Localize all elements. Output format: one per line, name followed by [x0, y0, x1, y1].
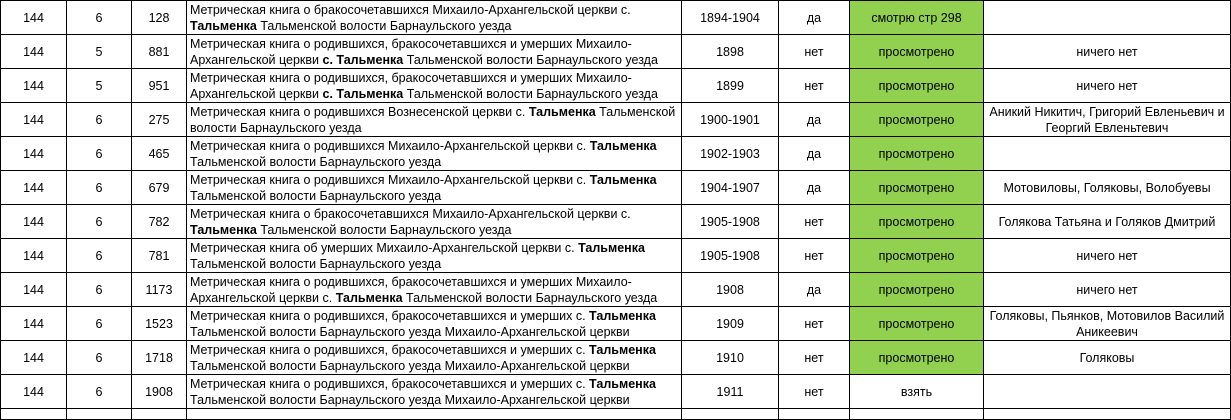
note-cell[interactable]: ничего нет	[984, 35, 1231, 69]
status-cell[interactable]: просмотрено	[850, 239, 984, 273]
title-text: Метрическая книга о родившихся Михаило-Архангельской церкви с.	[190, 138, 590, 153]
title-text: Метрическая книга об умерших Михаило-Архангельской церкви с.	[190, 240, 579, 255]
village-name: Тальменка	[589, 172, 657, 187]
note-cell[interactable]: ничего нет	[984, 273, 1231, 307]
village-name: Тальменка	[589, 308, 656, 323]
availability-cell[interactable]: нет	[779, 307, 850, 341]
fond-cell[interactable]: 144	[1, 239, 67, 273]
availability-cell[interactable]: да	[779, 103, 850, 137]
opis-cell[interactable]: 6	[67, 239, 132, 273]
village-name: Тальменка	[578, 240, 645, 255]
status-cell[interactable]: просмотрено	[850, 103, 984, 137]
fond-cell[interactable]: 144	[1, 1, 67, 35]
village-name: Тальменка	[335, 290, 403, 305]
years-cell[interactable]: 1899	[682, 69, 779, 103]
availability-cell[interactable]: нет	[779, 205, 850, 239]
opis-cell[interactable]: 6	[67, 273, 132, 307]
title-text: Метрическая книга о родившихся, бракосочетавшихся и умерших с.	[190, 376, 590, 391]
years-cell[interactable]: 1902-1903	[682, 137, 779, 171]
village-name: Тальменка	[589, 342, 656, 357]
fond-cell[interactable]: 144	[1, 137, 67, 171]
status-cell[interactable]: просмотрено	[850, 307, 984, 341]
fond-cell[interactable]: 144	[1, 375, 67, 409]
availability-cell[interactable]: да	[779, 171, 850, 205]
village-name: Тальменка	[190, 18, 257, 33]
title-cell[interactable]	[187, 137, 682, 171]
title-text: Метрическая книга о родившихся Михаило-Архангельской церкви с.	[190, 172, 590, 187]
fond-cell[interactable]: 144	[1, 35, 67, 69]
fond-cell[interactable]: 144	[1, 171, 67, 205]
table-row	[1, 137, 1231, 171]
availability-cell[interactable]: нет	[779, 341, 850, 375]
delo-cell[interactable]: 782	[132, 205, 187, 239]
title-text-tail: Тальменской волости Барнаульского уезда Михаило-Архангельской церкви	[190, 358, 630, 373]
title-text-tail: Тальменской волости Барнаульского уезда	[256, 222, 512, 237]
opis-cell[interactable]: 6	[67, 375, 132, 409]
delo-cell[interactable]: 951	[132, 69, 187, 103]
empty-cell[interactable]	[187, 409, 682, 420]
table-row	[1, 307, 1231, 341]
title-cell[interactable]	[187, 239, 682, 273]
status-cell[interactable]: просмотрено	[850, 69, 984, 103]
opis-cell[interactable]: 5	[67, 69, 132, 103]
title-text: Метрическая книга о родившихся, бракосочетавшихся и умерших Михаило-Архангельской церкви	[190, 70, 632, 101]
title-text-tail: Тальменской волости Барнаульского уезда	[256, 18, 512, 33]
table-row	[1, 69, 1231, 103]
village-name: Тальменка	[589, 376, 656, 391]
years-cell[interactable]: 1900-1901	[682, 103, 779, 137]
village-name: Тальменка	[528, 104, 596, 119]
opis-cell[interactable]: 6	[67, 137, 132, 171]
village-name: Тальменка	[190, 222, 257, 237]
availability-cell[interactable]: да	[779, 137, 850, 171]
years-cell[interactable]: 1904-1907	[682, 171, 779, 205]
title-text: Метрическая книга о бракосочетавшихся Михаило-Архангельской церкви с.	[190, 2, 631, 17]
availability-cell[interactable]: да	[779, 273, 850, 307]
fond-cell[interactable]: 144	[1, 103, 67, 137]
table-row-partial	[1, 409, 1231, 420]
fond-cell[interactable]: 144	[1, 205, 67, 239]
note-cell[interactable]: ничего нет	[984, 239, 1231, 273]
title-text: Метрическая книга о родившихся, бракосочетавшихся и умерших с.	[190, 342, 590, 357]
table-row	[1, 375, 1231, 409]
fond-cell[interactable]: 144	[1, 69, 67, 103]
empty-cell[interactable]	[779, 409, 850, 420]
title-cell[interactable]	[187, 69, 682, 103]
note-cell[interactable]: Аникий Никитич, Григорий Евленьевич и Георгий Евленьтевич	[984, 103, 1231, 137]
table-row	[1, 341, 1231, 375]
title-cell[interactable]	[187, 171, 682, 205]
note-cell[interactable]: Голяковы	[984, 341, 1231, 375]
delo-cell[interactable]: 881	[132, 35, 187, 69]
title-cell[interactable]	[187, 205, 682, 239]
title-cell[interactable]	[187, 341, 682, 375]
empty-cell[interactable]	[132, 409, 187, 420]
title-text-tail: Тальменской волости Барнаульского уезда	[403, 86, 658, 101]
status-cell[interactable]: взять	[850, 375, 984, 409]
availability-cell[interactable]: нет	[779, 69, 850, 103]
delo-cell[interactable]: 1908	[132, 375, 187, 409]
title-text-tail: Тальменской волости Барнаульского уезда	[402, 290, 658, 305]
title-text-tail: Тальменской волости Барнаульского уезда Михаило-Архангельской церкви	[190, 392, 630, 407]
empty-cell[interactable]	[67, 409, 132, 420]
note-cell[interactable]: ничего нет	[984, 69, 1231, 103]
table-row	[1, 171, 1231, 205]
status-cell[interactable]: просмотрено	[850, 171, 984, 205]
status-cell[interactable]: просмотрено	[850, 137, 984, 171]
years-cell[interactable]: 1898	[682, 35, 779, 69]
title-text-tail: Тальменской волости Барнаульского уезда	[190, 188, 442, 203]
title-cell[interactable]	[187, 307, 682, 341]
note-cell[interactable]: Мотовиловы, Голяковы, Волобуевы	[984, 171, 1231, 205]
title-text-tail: Тальменской волости Барнаульского уезда	[190, 256, 442, 271]
years-cell[interactable]: 1905-1908	[682, 205, 779, 239]
note-cell[interactable]	[984, 375, 1231, 409]
title-cell[interactable]	[187, 1, 682, 35]
years-cell[interactable]: 1905-1908	[682, 239, 779, 273]
opis-cell[interactable]: 5	[67, 35, 132, 69]
title-text-tail: Тальменской волости Барнаульского уезда	[190, 104, 676, 135]
delo-cell[interactable]: 275	[132, 103, 187, 137]
delo-cell[interactable]: 1173	[132, 273, 187, 307]
title-text-tail: Тальменской волости Барнаульского уезда	[190, 154, 442, 169]
years-cell[interactable]: 1909	[682, 307, 779, 341]
delo-cell[interactable]: 1523	[132, 307, 187, 341]
empty-cell[interactable]	[984, 409, 1231, 420]
status-cell[interactable]: просмотрено	[850, 273, 984, 307]
opis-cell[interactable]: 6	[67, 341, 132, 375]
table-row	[1, 1, 1231, 35]
table-row	[1, 205, 1231, 239]
empty-cell[interactable]	[1, 409, 67, 420]
delo-cell[interactable]: 465	[132, 137, 187, 171]
empty-cell[interactable]	[682, 409, 779, 420]
title-text: Метрическая книга о родившихся, бракосочетавшихся и умерших Михаило-Архангельской церкви с.	[190, 274, 632, 305]
fond-cell[interactable]: 144	[1, 307, 67, 341]
note-cell[interactable]: Голяковы, Пьянков, Мотовилов Василий Аникеевич	[984, 307, 1231, 341]
title-text: Метрическая книга о родившихся, бракосочетавшихся и умерших Михаило-Архангельской церкви	[190, 36, 632, 67]
delo-cell[interactable]: 781	[132, 239, 187, 273]
delo-cell[interactable]: 1718	[132, 341, 187, 375]
title-cell[interactable]	[187, 375, 682, 409]
status-cell[interactable]: просмотрено	[850, 35, 984, 69]
availability-cell[interactable]: нет	[779, 239, 850, 273]
delo-cell[interactable]: 679	[132, 171, 187, 205]
opis-cell[interactable]: 6	[67, 171, 132, 205]
years-cell[interactable]: 1894-1904	[682, 1, 779, 35]
title-text: Метрическая книга о родившихся, бракосочетавшихся и умерших с.	[190, 308, 590, 323]
title-text-tail: Тальменской волости Барнаульского уезда Михаило-Архангельской церкви	[190, 324, 630, 339]
years-cell[interactable]: 1911	[682, 375, 779, 409]
status-cell[interactable]: просмотрено	[850, 205, 984, 239]
table-row	[1, 35, 1231, 69]
availability-cell[interactable]: нет	[779, 375, 850, 409]
title-cell[interactable]	[187, 103, 682, 137]
empty-cell[interactable]	[850, 409, 984, 420]
village-name: с. Тальменка	[322, 52, 404, 67]
status-cell[interactable]: смотрю стр 298	[850, 1, 984, 35]
availability-cell[interactable]: да	[779, 1, 850, 35]
note-cell[interactable]	[984, 1, 1231, 35]
opis-cell[interactable]: 6	[67, 307, 132, 341]
title-text-tail: Тальменской волости Барнаульского уезда	[403, 52, 658, 67]
village-name: с. Тальменка	[322, 86, 404, 101]
table-row	[1, 239, 1231, 273]
title-cell[interactable]	[187, 35, 682, 69]
availability-cell[interactable]: нет	[779, 35, 850, 69]
note-cell[interactable]: Голякова Татьяна и Голяков Дмитрий	[984, 205, 1231, 239]
opis-cell[interactable]: 6	[67, 1, 132, 35]
fond-cell[interactable]: 144	[1, 341, 67, 375]
years-cell[interactable]: 1910	[682, 341, 779, 375]
opis-cell[interactable]: 6	[67, 103, 132, 137]
title-text: Метрическая книга о родившихся Вознесенской церкви с.	[190, 104, 529, 119]
fond-cell[interactable]: 144	[1, 273, 67, 307]
opis-cell[interactable]: 6	[67, 205, 132, 239]
note-cell[interactable]	[984, 137, 1231, 171]
title-text: Метрическая книга о бракосочетавшихся Михаило-Архангельской церкви с.	[190, 206, 631, 221]
records-table-body	[1, 1, 1231, 420]
table-row	[1, 273, 1231, 307]
delo-cell[interactable]: 128	[132, 1, 187, 35]
status-cell[interactable]: просмотрено	[850, 341, 984, 375]
table-row	[1, 103, 1231, 137]
years-cell[interactable]: 1908	[682, 273, 779, 307]
village-name: Тальменка	[589, 138, 657, 153]
title-cell[interactable]	[187, 273, 682, 307]
